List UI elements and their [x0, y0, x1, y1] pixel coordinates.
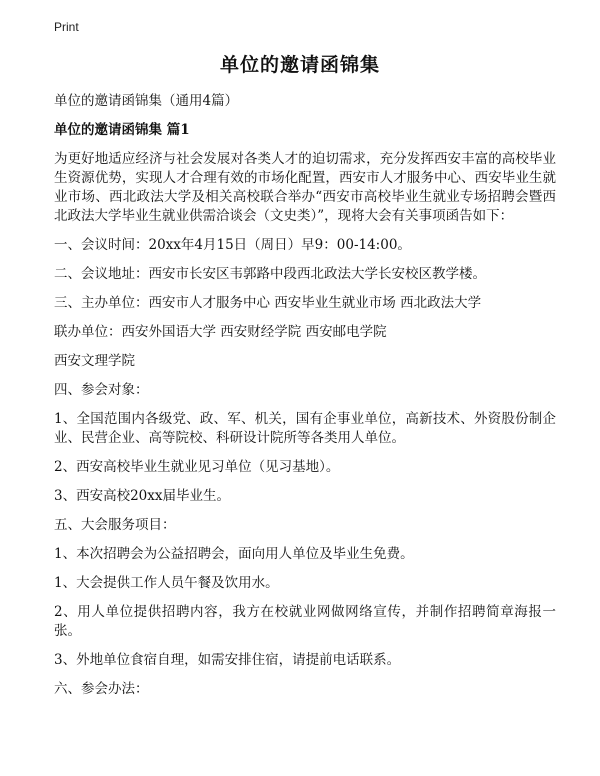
services-item-1b: 1、大会提供工作人员午餐及饮用水。: [54, 575, 279, 591]
participation-heading: 六、参会办法：: [54, 681, 149, 697]
participants-item-3: 3、西安高校20xx届毕业生。: [54, 488, 230, 504]
meeting-time: 一、会议时间：20xx年4月15日（周日）早9：00-14:00。: [54, 237, 411, 253]
services-item-2: 2、用人单位提供招聘内容，我方在校就业网做网络宣传，并制作招聘简章海报一张。: [54, 604, 556, 639]
intro-paragraph: 为更好地适应经济与社会发展对各类人才的迫切需求，充分发挥西安丰富的高校毕业生资源优势，实现人才合理有效的市场化配置，西安市人才服务中心、西安毕业生就业市场、西北政法大学及相关高校联合举办“西安市高校毕业生就业专场招聘会暨西北政法大学毕业生就业供需洽谈会（文史类）”，现将大会有关事项函告如下：: [54, 151, 556, 224]
co-organizers: 联办单位：西安外国语大学 西安财经学院 西安邮电学院: [54, 324, 387, 340]
document-body: [54, 92, 556, 709]
organizers: 三、主办单位：西安市人才服务中心 西安毕业生就业市场 西北政法大学: [54, 295, 482, 311]
print-link[interactable]: Print: [54, 20, 79, 34]
services-item-3: 3、外地单位食宿自理，如需安排住宿，请提前电话联系。: [54, 652, 401, 668]
co-organizers-continued: 西安文理学院: [54, 353, 135, 369]
participants-item-2: 2、西安高校毕业生就业见习单位（见习基地）。: [54, 459, 340, 475]
meeting-address: 二、会议地址：西安市长安区韦郭路中段西北政法大学长安校区教学楼。: [54, 266, 486, 282]
section-heading: 单位的邀请函锦集 篇1: [54, 122, 190, 138]
participants-item-1: 1、全国范围内各级党、政、军、机关，国有企事业单位，高新技术、外资股份制企业、民营企业、高等院校、科研设计院所等各类用人单位。: [54, 411, 556, 446]
services-item-1: 1、本次招聘会为公益招聘会，面向用人单位及毕业生免费。: [54, 546, 414, 562]
participants-heading: 四、参会对象：: [54, 382, 149, 398]
services-heading: 五、大会服务项目：: [54, 517, 176, 533]
page-title: 单位的邀请函锦集: [219, 54, 380, 76]
subtitle: 单位的邀请函锦集（通用4篇）: [54, 93, 239, 109]
